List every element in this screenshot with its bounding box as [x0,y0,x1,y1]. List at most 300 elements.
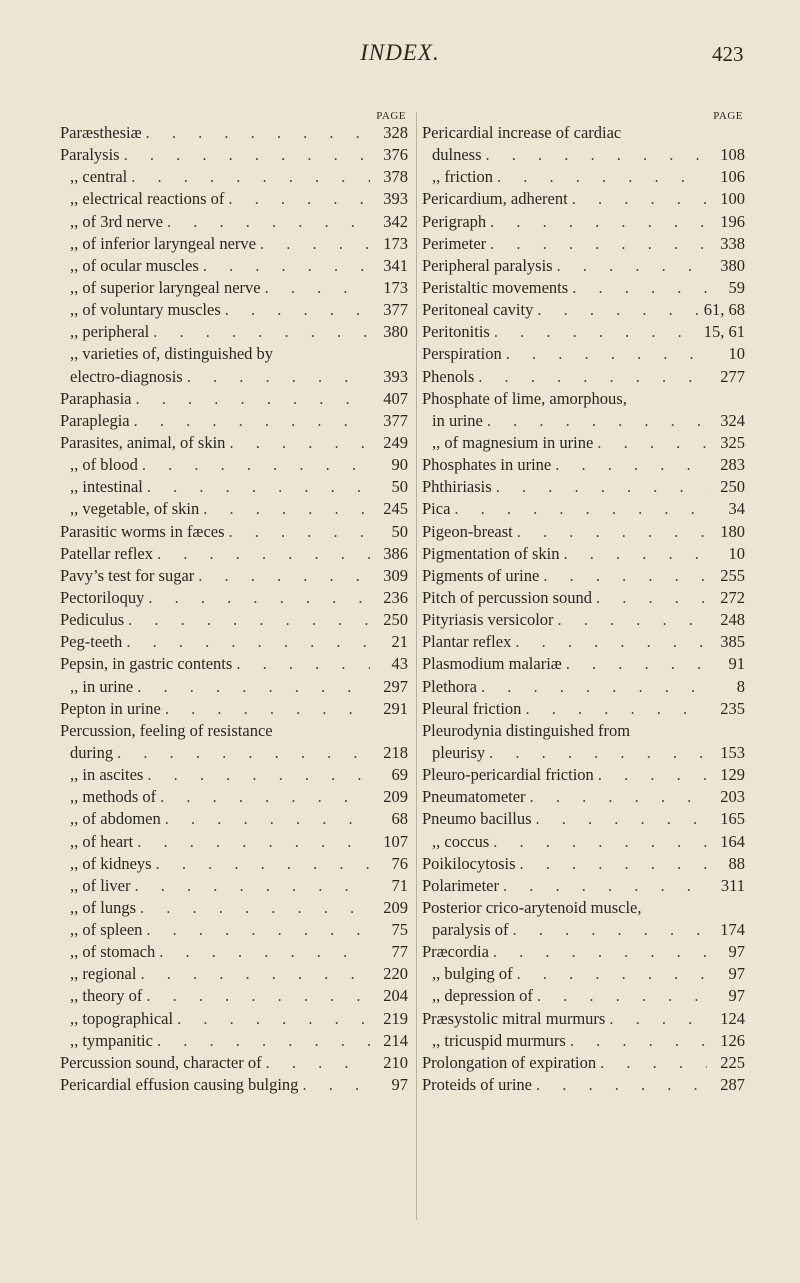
leader-dots [229,433,370,453]
index-entry-text: ,, coccus [432,831,490,851]
index-entry [60,389,408,411]
index-entry-text: ,, central [70,167,128,187]
index-entry-text: ,, methods of [70,787,157,807]
leader-dots [165,699,370,719]
leader-dots [597,433,707,453]
index-entry-page: 249 [383,432,408,452]
leader-dots [167,212,370,232]
index-entry [422,1031,745,1053]
index-entry-page: 328 [383,123,408,142]
index-column-left [60,110,408,1097]
index-entry-text: Perigraph [422,211,487,231]
index-entry-page: 380 [720,255,745,275]
index-entry [422,765,745,787]
index-entry [422,898,745,920]
index-entry-page: 69 [391,765,408,785]
leader-dots [543,566,707,586]
index-entries-left [60,123,408,1097]
index-entry-page: 75 [391,920,408,940]
index-entry-text: ,, of ocular muscles [70,255,199,275]
index-entry-page: 248 [720,610,745,630]
index-entry-text: ,, in urine [70,676,134,696]
index-entry-text: ,, tympanitic [70,1030,153,1050]
index-entry-text: Percussion, feeling of resistance [60,720,273,740]
index-entry [422,566,745,588]
leader-dots [147,765,370,785]
index-entry-page: 245 [383,499,408,519]
index-entry-page: 126 [720,1030,745,1050]
index-entry-text: ,, friction [432,167,493,187]
index-entry [422,167,745,189]
index-entry [422,699,745,721]
leader-dots [525,699,707,719]
leader-dots [493,942,707,962]
leader-dots [236,654,370,674]
index-entry-page: 283 [720,455,745,475]
index-entry-page: 309 [383,565,408,585]
index-entry [60,876,408,898]
index-entry-page: 220 [383,964,408,984]
index-entry-text: Peristaltic movements [422,277,569,297]
index-entry-text: ,, of superior laryngeal nerve [70,277,261,297]
index-entry-page: 325 [720,432,745,452]
leader-dots [557,256,707,276]
index-entry [422,499,745,521]
index-entry-text: Pectoriloquy [60,587,145,607]
index-entry-page: 76 [391,853,408,873]
index-entry-page: 210 [383,1052,408,1072]
index-entry-page: 386 [383,543,408,563]
index-entry [60,300,408,322]
page-column-label: PAGE [713,110,743,122]
index-entry [60,920,408,942]
leader-dots [146,123,370,143]
index-entry-page: 100 [720,189,745,209]
index-entry-page: 342 [383,211,408,231]
index-entry-text: Phosphates in urine [422,455,552,475]
leader-dots [146,920,370,940]
index-entry-page: 34 [728,499,745,519]
index-entry [60,322,408,344]
index-entry-page: 173 [383,233,408,253]
index-entry-text: ,, of voluntary muscles [70,300,221,320]
index-entry-text: ,, depression of [432,986,533,1006]
leader-dots [598,765,707,785]
index-entry-text: ,, of heart [70,831,134,851]
index-entry [422,322,745,344]
index-entry [422,876,745,898]
index-entry-page: 287 [720,1075,745,1095]
index-entry-text: Pleurodynia distinguished from [422,720,631,740]
index-entry-page: 196 [720,211,745,231]
leader-dots [536,1075,707,1095]
index-entry-text: ,, in ascites [70,765,144,785]
index-entry-page: 15, 61 [703,322,745,342]
leader-dots [454,499,707,519]
index-entry-text: Paræsthesiæ [60,123,142,142]
leader-dots [131,167,370,187]
index-entry-page: 153 [720,742,745,762]
index-entry [422,654,745,676]
index-entry-text: Peritoneal cavity [422,300,534,320]
index-entry [60,942,408,964]
leader-dots [496,477,707,497]
index-entry-text: Percussion sound, character of [60,1052,262,1072]
index-entry [60,677,408,699]
index-entry [60,189,408,211]
index-entry [60,721,408,743]
index-entry-page: 341 [383,255,408,275]
index-entry-page: 250 [383,610,408,630]
index-entry-page: 225 [720,1052,745,1072]
index-entry [60,832,408,854]
leader-dots [203,499,370,519]
index-entry-page: 204 [383,986,408,1006]
index-entry-text: ,, topographical [70,1008,174,1028]
leader-dots [497,167,707,187]
leader-dots [134,411,370,431]
index-entry-text: Patellar reflex [60,543,153,563]
index-entry [60,256,408,278]
index-entry [60,566,408,588]
index-entry [60,278,408,300]
index-entry-text: ,, of magnesium in urine [432,432,594,452]
index-entry-page: 61, 68 [703,300,745,320]
index-entry-text: ,, peripheral [70,322,150,342]
leader-dots [486,145,708,165]
index-entry [422,278,745,300]
index-entry [422,367,745,389]
index-entry-text: Polarimeter [422,875,499,895]
leader-dots [137,677,370,697]
index-entry-page: 236 [383,587,408,607]
index-entry-text: Paraplegia [60,410,130,430]
index-entry-text: Peg-teeth [60,632,123,652]
index-entry-text: ,, of 3rd nerve [70,211,164,231]
index-entry-text: ,, of lungs [70,897,136,917]
index-entry-text: Pleuro-pericardial friction [422,765,594,785]
index-entry [60,544,408,566]
index-entry-text: ,, of spleen [70,920,143,940]
index-entry-page: 277 [720,366,745,386]
leader-dots [515,632,707,652]
index-entry-text: ,, regional [70,964,137,984]
index-entry-text: ,, theory of [70,986,143,1006]
index-entry-page: 10 [728,543,745,563]
index-entry-text: Pericardium, adherent [422,189,568,209]
index-entry [60,477,408,499]
leader-dots [140,964,370,984]
index-entry-page: 59 [728,277,745,297]
index-entry-text: dulness [432,145,482,165]
index-entry [60,1053,408,1075]
index-entry [422,721,745,743]
leader-dots [126,632,370,652]
index-entry [60,167,408,189]
index-entry-text: Præcordia [422,942,489,962]
index-entry-text: ,, varieties of, distinguished by [70,344,274,364]
index-entry [422,544,745,566]
leader-dots [159,942,370,962]
index-entry-text: Pica [422,499,451,519]
leader-dots [157,1031,370,1051]
index-entry-page: 235 [720,698,745,718]
index-entry-page: 255 [720,565,745,585]
index-entry [422,455,745,477]
leader-dots [566,654,707,674]
index-entry-text: Poikilocytosis [422,853,516,873]
index-entry-text: Pleural friction [422,698,522,718]
leader-dots [187,367,370,387]
index-entry-text: Pigmentation of skin [422,543,560,563]
index-entry-text: Pityriasis versicolor [422,610,554,630]
leader-dots [570,1031,707,1051]
index-entry-text: Pepton in urine [60,698,161,718]
index-entry [60,654,408,676]
leader-dots [134,876,370,896]
index-entry-page: 97 [728,986,745,1006]
index-entry [60,854,408,876]
leader-dots [165,809,370,829]
leader-dots [600,1053,707,1073]
index-entry-page: 50 [391,521,408,541]
index-entry-page: 77 [391,942,408,962]
leader-dots [558,610,707,630]
leader-dots [177,1009,370,1029]
index-entry [422,212,745,234]
index-entry-page: 97 [728,942,745,962]
index-entry-text: ,, of liver [70,875,131,895]
index-entry-text: ,, of blood [70,455,138,475]
index-entry-text: ,, of inferior laryngeal nerve [70,233,256,253]
index-entry [422,920,745,942]
index-entry-page: 203 [720,787,745,807]
index-entry-text: Parasitic worms in fæces [60,521,225,541]
index-entry [60,145,408,167]
leader-dots [490,212,707,232]
leader-dots [513,920,707,940]
index-entry-text: ,, of kidneys [70,853,152,873]
leader-dots [302,1075,370,1095]
index-entry [422,610,745,632]
index-entry [60,234,408,256]
index-entry [60,632,408,654]
index-entry-page: 218 [383,742,408,762]
index-entry-page: 165 [720,809,745,829]
index-entry [60,1031,408,1053]
index-entry-text: ,, electrical reactions of [70,189,225,209]
index-entry [60,367,408,389]
leader-dots [148,588,370,608]
index-entry [60,344,408,366]
index-entry [422,854,745,876]
index-entry-text: Phenols [422,366,475,386]
page-title: INDEX. [360,40,440,65]
leader-dots [609,1009,707,1029]
leader-dots [517,964,707,984]
leader-dots [147,477,370,497]
leader-dots [137,832,370,852]
index-entry-text: Phthiriasis [422,477,492,497]
index-entry [422,832,745,854]
index-entry-page: 377 [383,300,408,320]
leader-dots [128,610,370,630]
index-entry [422,1075,745,1097]
index-entry-text: ,, bulging of [432,964,513,984]
index-entry-page: 108 [720,145,745,165]
leader-dots [494,322,700,342]
index-entry-page: 68 [391,809,408,829]
index-entry-page: 180 [720,521,745,541]
leader-dots [266,1053,370,1073]
index-entry [422,632,745,654]
page-column-label: PAGE [376,110,406,122]
index-entry-page: 219 [383,1008,408,1028]
index-entry-page: 50 [391,477,408,497]
leader-dots [153,322,370,342]
index-entry [60,588,408,610]
leader-dots [517,522,707,542]
index-entry-text: during [70,742,114,762]
index-entry [422,234,745,256]
index-entry-page: 71 [391,875,408,895]
index-entry-page: 173 [383,277,408,297]
index-entry [60,1009,408,1031]
index-entry-text: in urine [432,410,483,430]
index-entry-page: 129 [720,765,745,785]
index-entry [60,411,408,433]
leader-dots [203,256,370,276]
index-entry-text: Plethora [422,676,477,696]
leader-dots [503,876,707,896]
index-entry-text: ,, tricuspid murmurs [432,1030,566,1050]
leader-dots [493,832,707,852]
index-entries-right [422,123,745,1097]
leader-dots [537,300,699,320]
index-entry [422,1053,745,1075]
index-entry [60,699,408,721]
index-entry-text: Paralysis [60,145,120,165]
index-entry-page: 385 [720,632,745,652]
index-entry-page: 209 [383,787,408,807]
index-entry-text: Præsystolic mitral murmurs [422,1008,606,1028]
index-entry-page: 106 [720,167,745,187]
index-entry [60,743,408,765]
index-entry-page: 380 [383,322,408,342]
index-entry [422,189,745,211]
leader-dots [481,677,707,697]
index-entry-page: 214 [383,1030,408,1050]
index-entry [422,389,745,411]
index-entry [422,433,745,455]
index-entry-page: 8 [736,676,745,696]
index-entry [422,1009,745,1031]
index-entry-page: 209 [383,897,408,917]
leader-dots [555,455,707,475]
index-entry-text: Phosphate of lime, amorphous, [422,388,627,408]
index-entry [422,677,745,699]
index-entry-page: 91 [728,654,745,674]
index-entry-text: pleurisy [432,742,486,762]
leader-dots [117,743,370,763]
leader-dots [572,278,707,298]
index-entry-text: Pericardial increase of cardiac [422,123,622,142]
leader-dots [572,189,707,209]
index-entry-page: 88 [728,853,745,873]
leader-dots [157,544,370,564]
index-entry-text: Pericardial effusion causing bulging [60,1075,299,1095]
index-entry-text: Pediculus [60,610,125,630]
page-header [0,38,800,74]
index-entry [422,787,745,809]
index-entry-page: 21 [391,632,408,652]
index-entry [60,1075,408,1097]
index-entry-page: 272 [720,587,745,607]
index-entry [422,986,745,1008]
leader-dots [142,455,370,475]
index-entry-page: 124 [720,1008,745,1028]
leader-dots [146,986,370,1006]
index-entry [60,610,408,632]
leader-dots [160,787,370,807]
index-entry-text: Pigments of urine [422,565,540,585]
leader-dots [260,234,370,254]
index-entry [60,455,408,477]
index-entry-text: electro-diagnosis [70,366,183,386]
index-entry-text: Peritonitis [422,322,490,342]
index-entry-page: 43 [391,654,408,674]
index-entry-text: ,, intestinal [70,477,143,497]
index-entry-page: 324 [720,410,745,430]
index-entry-page: 291 [383,698,408,718]
index-entry-text: Pavy’s test for sugar [60,565,195,585]
index-entry-text: Proteids of urine [422,1075,532,1095]
index-entry-text: Pigeon-breast [422,521,513,541]
leader-dots [564,544,708,564]
index-entry-text: Plasmodium malariæ [422,654,562,674]
index-entry-page: 393 [383,366,408,386]
leader-dots [228,189,370,209]
index-entry-page: 97 [391,1075,408,1095]
leader-dots [537,986,707,1006]
index-entry [60,123,408,145]
index-entry-text: Pneumo bacillus [422,809,532,829]
index-entry-text: paralysis of [432,920,509,940]
index-entry-text: Perimeter [422,233,487,253]
index-entry-page: 377 [383,410,408,430]
leader-dots [536,809,707,829]
index-entry-text: Paraphasia [60,388,132,408]
index-entry-page: 250 [720,477,745,497]
leader-dots [530,787,707,807]
index-entry-page: 97 [728,964,745,984]
leader-dots [265,278,370,298]
index-entry [422,145,745,167]
index-entry [60,809,408,831]
index-entry-page: 311 [720,875,745,895]
leader-dots [489,743,707,763]
leader-dots [135,389,370,409]
index-entry-text: Perspiration [422,344,502,364]
index-entry [422,809,745,831]
index-entry-text: Parasites, animal, of skin [60,432,226,452]
index-entry-text: ,, vegetable, of skin [70,499,200,519]
index-entry-text: ,, of stomach [70,942,156,962]
leader-dots [198,566,370,586]
leader-dots [596,588,707,608]
index-entry-text: Posterior crico-arytenoid muscle, [422,897,642,917]
index-entry [60,898,408,920]
